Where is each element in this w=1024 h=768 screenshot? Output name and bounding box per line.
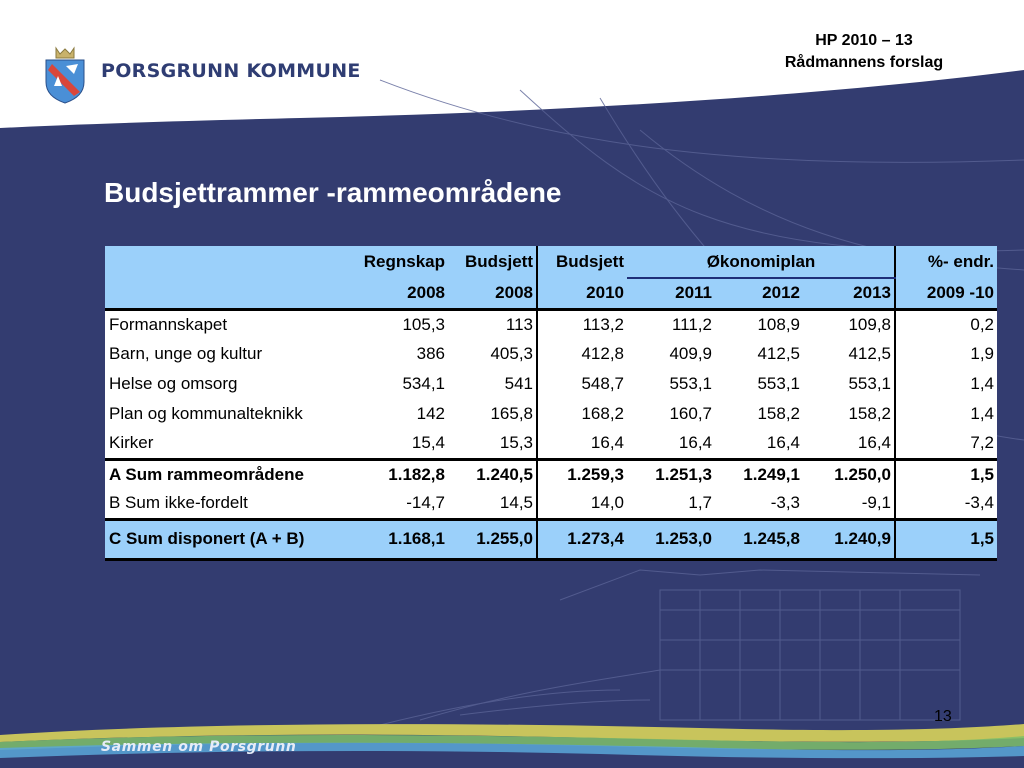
cell: 16,4 xyxy=(537,429,627,459)
header-cell-period: 2009 -10 xyxy=(895,278,997,309)
cell: 548,7 xyxy=(537,369,627,399)
row-label: C Sum disponert (A + B) xyxy=(105,519,338,559)
table-header-row xyxy=(105,278,997,309)
cell: 14,0 xyxy=(537,489,627,519)
header-cell-year: 2008 xyxy=(448,278,537,309)
cell: 412,5 xyxy=(715,339,803,369)
cell: 108,9 xyxy=(715,309,803,339)
cell: 109,8 xyxy=(803,309,895,339)
cell: -3,4 xyxy=(895,489,997,519)
cell: -9,1 xyxy=(803,489,895,519)
table-row xyxy=(105,309,997,339)
cell: 111,2 xyxy=(627,309,715,339)
row-label: Barn, unge og kultur xyxy=(105,339,338,369)
cell: 113,2 xyxy=(537,309,627,339)
cell: -3,3 xyxy=(715,489,803,519)
cell: 1,4 xyxy=(895,399,997,429)
cell: 160,7 xyxy=(627,399,715,429)
cell: 1,9 xyxy=(895,339,997,369)
slogan: Sammen om Porsgrunn xyxy=(101,739,297,755)
cell: 534,1 xyxy=(338,369,448,399)
page-number: 13 xyxy=(934,708,952,725)
document-reference-line1: HP 2010 – 13 xyxy=(815,32,913,49)
budget-table xyxy=(105,246,997,561)
row-label: Formannskapet xyxy=(105,309,338,339)
cell: 113 xyxy=(448,309,537,339)
cell: 1,5 xyxy=(895,519,997,559)
cell: 1.182,8 xyxy=(338,459,448,489)
organization-name: PORSGRUNN KOMMUNE xyxy=(101,60,361,82)
cell: 1.250,0 xyxy=(803,459,895,489)
row-label: Helse og omsorg xyxy=(105,369,338,399)
cell: 553,1 xyxy=(627,369,715,399)
cell: 7,2 xyxy=(895,429,997,459)
cell: 142 xyxy=(338,399,448,429)
cell: 1.273,4 xyxy=(537,519,627,559)
header-cell-year: 2013 xyxy=(803,278,895,309)
header-cell-okonomiplan: Økonomiplan xyxy=(627,246,895,278)
cell: 14,5 xyxy=(448,489,537,519)
header-cell-year: 2012 xyxy=(715,278,803,309)
cell: 16,4 xyxy=(803,429,895,459)
cell: 1.240,9 xyxy=(803,519,895,559)
cell: 158,2 xyxy=(803,399,895,429)
row-label: Plan og kommunalteknikk xyxy=(105,399,338,429)
cell: 16,4 xyxy=(627,429,715,459)
cell: 15,4 xyxy=(338,429,448,459)
cell: 15,3 xyxy=(448,429,537,459)
coat-of-arms-icon xyxy=(44,46,86,104)
header-cell-budsjett-2008: Budsjett xyxy=(448,246,537,278)
table-row-sum-a xyxy=(105,459,997,489)
table-row xyxy=(105,429,997,459)
cell: 553,1 xyxy=(803,369,895,399)
document-reference xyxy=(744,30,984,74)
cell: 541 xyxy=(448,369,537,399)
header-cell-regnskap: Regnskap xyxy=(338,246,448,278)
header-cell-empty xyxy=(105,246,338,278)
cell: 1,7 xyxy=(627,489,715,519)
cell: 158,2 xyxy=(715,399,803,429)
cell: 553,1 xyxy=(715,369,803,399)
document-reference-line2: Rådmannens forslag xyxy=(784,54,944,71)
header-cell-year: 2008 xyxy=(338,278,448,309)
cell: 0,2 xyxy=(895,309,997,339)
cell: 409,9 xyxy=(627,339,715,369)
cell: 386 xyxy=(338,339,448,369)
header-cell-year: 2010 xyxy=(537,278,627,309)
cell: 165,8 xyxy=(448,399,537,429)
cell: 16,4 xyxy=(715,429,803,459)
cell: 1.253,0 xyxy=(627,519,715,559)
cell: 1.245,8 xyxy=(715,519,803,559)
cell: 412,8 xyxy=(537,339,627,369)
cell: 1.168,1 xyxy=(338,519,448,559)
header-cell-year: 2011 xyxy=(627,278,715,309)
table-row-sum-c xyxy=(105,519,997,559)
header-cell-empty xyxy=(105,278,338,309)
cell: 105,3 xyxy=(338,309,448,339)
cell: 1.240,5 xyxy=(448,459,537,489)
table-header-row xyxy=(105,246,997,278)
cell: 405,3 xyxy=(448,339,537,369)
table-row xyxy=(105,339,997,369)
cell: 168,2 xyxy=(537,399,627,429)
cell: 412,5 xyxy=(803,339,895,369)
header-cell-budsjett-2010: Budsjett xyxy=(537,246,627,278)
cell: 1.255,0 xyxy=(448,519,537,559)
row-label: A Sum rammeområdene xyxy=(105,459,338,489)
header-cell-percent-change: %- endr. xyxy=(895,246,997,278)
table-row xyxy=(105,399,997,429)
cell: 1.259,3 xyxy=(537,459,627,489)
cell: 1,5 xyxy=(895,459,997,489)
row-label: B Sum ikke-fordelt xyxy=(105,489,338,519)
table-row-sum-b xyxy=(105,489,997,519)
cell: 1,4 xyxy=(895,369,997,399)
table-row xyxy=(105,369,997,399)
cell: 1.251,3 xyxy=(627,459,715,489)
cell: 1.249,1 xyxy=(715,459,803,489)
cell: -14,7 xyxy=(338,489,448,519)
row-label: Kirker xyxy=(105,429,338,459)
slide-title: Budsjettrammer -rammeområdene xyxy=(104,177,562,208)
